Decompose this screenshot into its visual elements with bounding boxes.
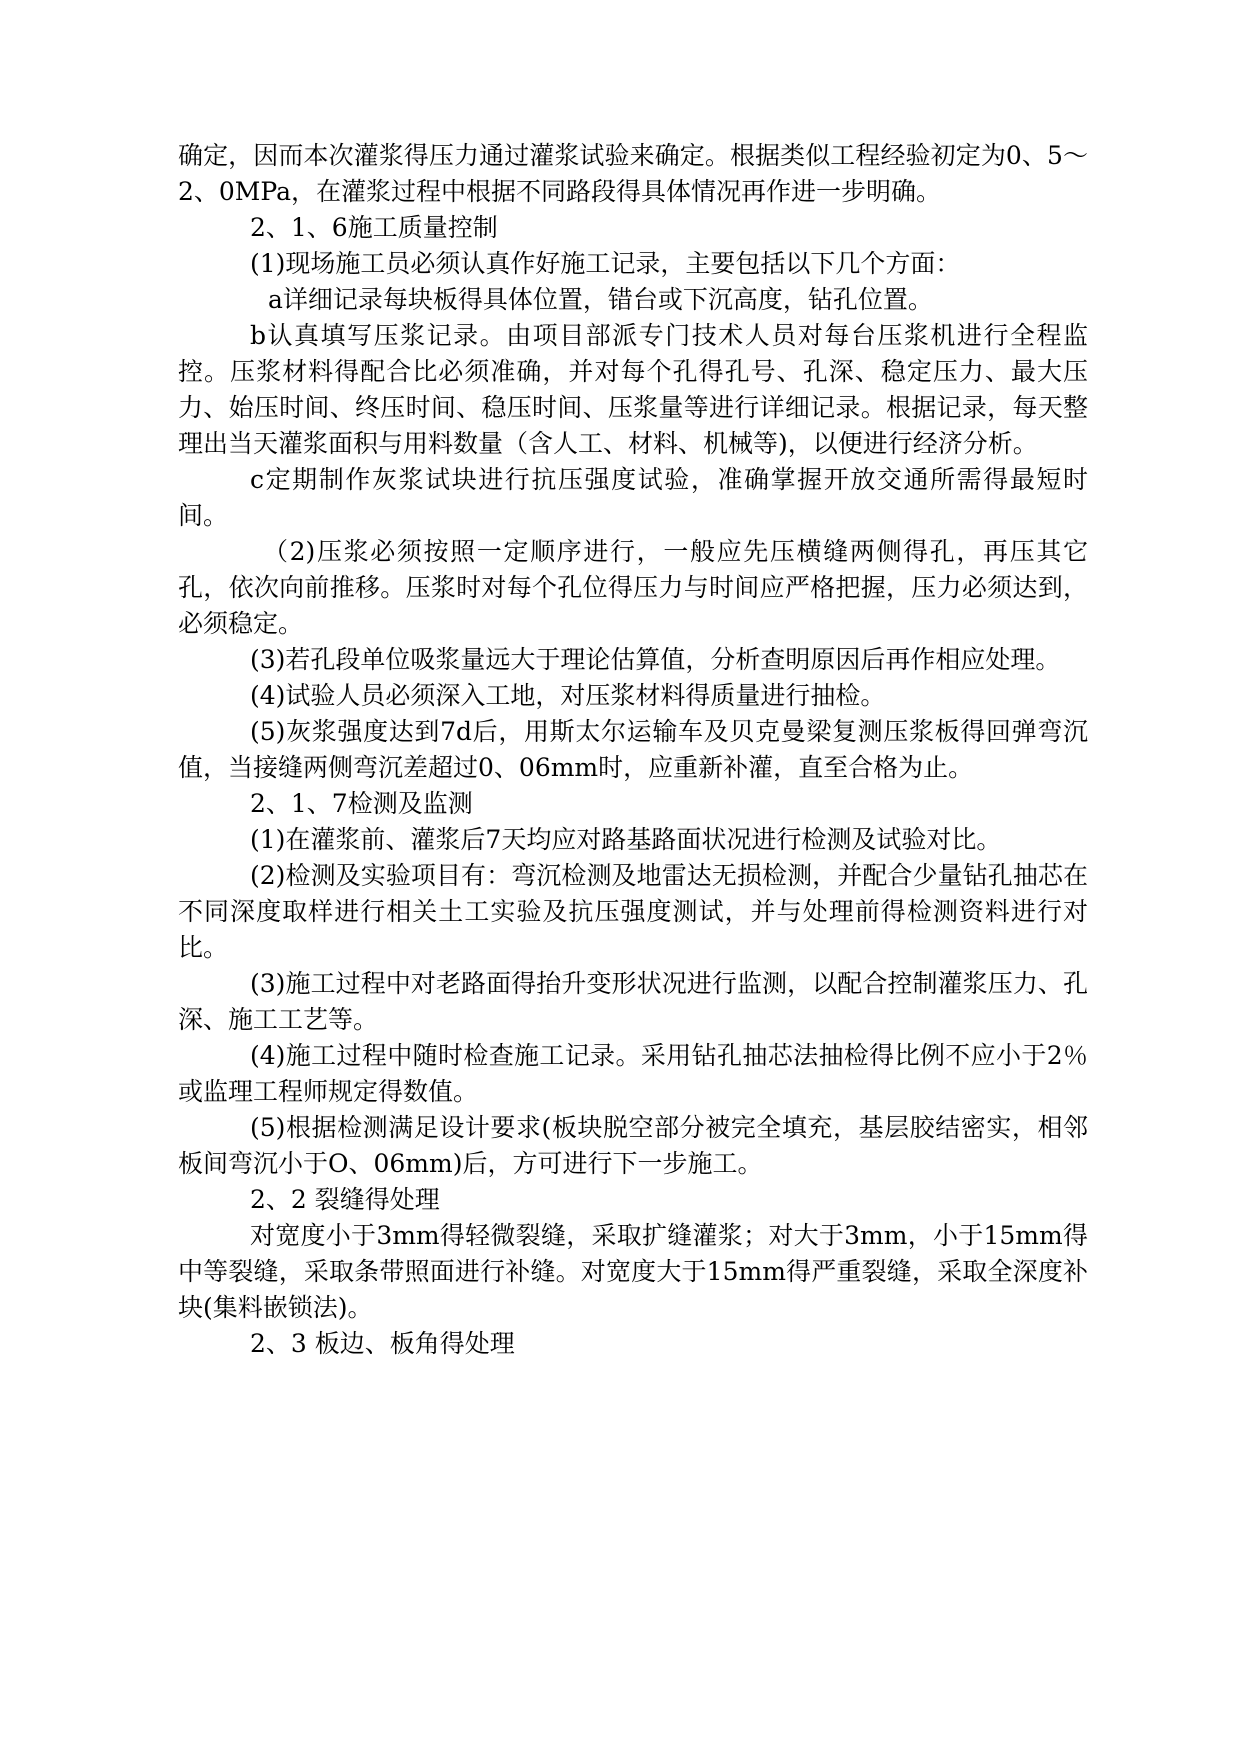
paragraph-core-sampling: (4)施工过程中随时检查施工记录。采用钻孔抽芯法抽检得比例不应小于2％或监理工程师规定得数值。: [178, 1041, 1088, 1106]
paragraph-construction-record: (1)现场施工员必须认真作好施工记录，主要包括以下几个方面：: [250, 249, 961, 278]
paragraph-grouting-order: （2)压浆必须按照一定顺序进行，一般应先压横缝两侧得孔，再压其它孔，依次向前推移。压浆时对每个孔位得压力与时间应严格把握，压力必须达到，必须稳定。: [178, 537, 1088, 638]
paragraph-item-a: a详细记录每块板得具体位置，错台或下沉高度，钻孔位置。: [268, 285, 933, 314]
paragraph-pressure-determination: 确定，因而本次灌浆得压力通过灌浆试验来确定。根据类似工程经验初定为0、5～2、0MPa，在灌浆过程中根据不同路段得具体情况再作进一步明确。: [178, 141, 1088, 206]
section-heading-2-1-7: 2、1、7检测及监测: [250, 789, 473, 818]
paragraph-crack-treatment: 对宽度小于3mm得轻微裂缝，采取扩缝灌浆；对大于3mm，小于15mm得中等裂缝，采取条带照面进行补缝。对宽度大于15mm得严重裂缝，采取全深度补块(集料嵌锁法)。: [178, 1221, 1088, 1322]
paragraph-material-inspection: (4)试验人员必须深入工地，对压浆材料得质量进行抽检。: [250, 681, 886, 710]
paragraph-detection-items: (2)检测及实验项目有：弯沉检测及地雷达无损检测，并配合少量钻孔抽芯在不同深度取样进行相关土工实验及抗压强度测试，并与处理前得检测资料进行对比。: [178, 861, 1088, 962]
paragraph-detection-comparison: (1)在灌浆前、灌浆后7天均应对路基路面状况进行检测及试验对比。: [250, 825, 1002, 854]
paragraph-uplift-monitoring: (3)施工过程中对老路面得抬升变形状况进行监测，以配合控制灌浆压力、孔深、施工工艺等。: [178, 969, 1088, 1034]
section-heading-2-2: 2、2 裂缝得处理: [250, 1185, 440, 1214]
paragraph-deflection-recheck: (5)灰浆强度达到7d后，用斯太尔运输车及贝克曼梁复测压浆板得回弹弯沉值，当接缝两侧弯沉差超过0、06mm时，应重新补灌，直至合格为止。: [178, 717, 1088, 782]
section-heading-2-1-6: 2、1、6施工质量控制: [250, 213, 498, 242]
paragraph-grout-absorption: (3)若孔段单位吸浆量远大于理论估算值，分析查明原因后再作相应处理。: [250, 645, 1061, 674]
paragraph-design-requirement: (5)根据检测满足设计要求(板块脱空部分被完全填充，基层胶结密实，相邻板间弯沉小于O、06mm)后，方可进行下一步施工。: [178, 1113, 1088, 1178]
section-heading-2-3: 2、3 板边、板角得处理: [250, 1329, 515, 1358]
paragraph-item-b: b认真填写压浆记录。由项目部派专门技术人员对每台压浆机进行全程监控。压浆材料得配合比必须准确，并对每个孔得孔号、孔深、稳定压力、最大压力、始压时间、终压时间、稳压时间、压浆量等进行详细记录。根据记录，每天整理出当天灌浆面积与用料数量（含人工、材料、机械等)，以便进行经济分析。: [178, 321, 1088, 458]
document-page: [178, 138, 1088, 1362]
paragraph-item-c: c定期制作灰浆试块进行抗压强度试验，准确掌握开放交通所需得最短时间。: [178, 465, 1088, 530]
